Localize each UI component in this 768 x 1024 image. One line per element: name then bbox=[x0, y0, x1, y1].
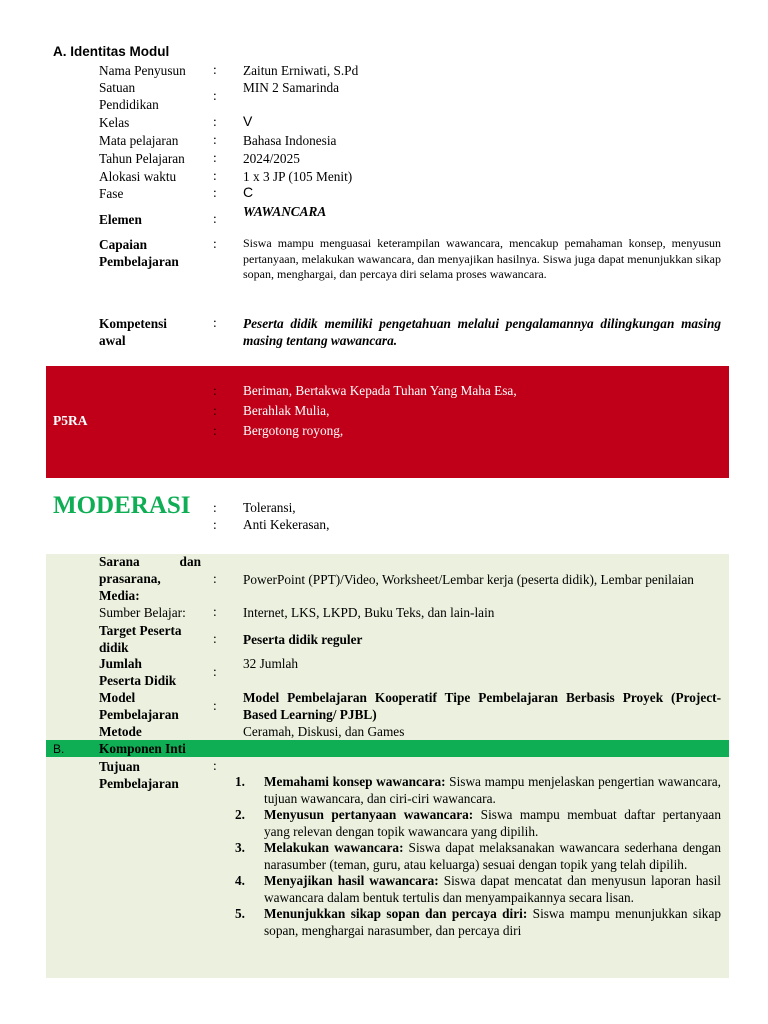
kompetensi-label: Kompetensi bbox=[99, 316, 167, 331]
colon: : bbox=[213, 517, 217, 532]
model-label: Model bbox=[99, 690, 136, 705]
identity-label: Mata pelajaran bbox=[99, 133, 179, 148]
kompetensi-label-cont: awal bbox=[99, 333, 126, 348]
list-item-head: Melakukan wawancara: bbox=[264, 840, 404, 855]
moderasi-label: MODERASI bbox=[53, 492, 191, 519]
colon: : bbox=[213, 383, 217, 398]
section-b-marker: B. bbox=[53, 742, 65, 756]
list-item-head: Menunjukkan sikap sopan dan percaya diri: bbox=[264, 906, 528, 921]
jumlah-label-cont: Peserta Didik bbox=[99, 673, 177, 688]
tujuan-label: Tujuan bbox=[99, 759, 140, 774]
colon: : bbox=[213, 150, 217, 165]
list-item-text: Siswa dapat mencatat dan menyusun laporan hasil wawancara dalam bentuk tertulis dan menyampaikannya secara lisan. bbox=[264, 873, 722, 905]
list-item-head: Memahami konsep wawancara: bbox=[264, 774, 446, 789]
list-item bbox=[235, 873, 722, 906]
p5ra-label: P5RA bbox=[53, 413, 88, 428]
target-value: Peserta didik reguler bbox=[243, 632, 363, 647]
model-value: Model Pembelajaran Kooperatif Tipe Pembelajaran Berbasis Proyek (Project-Based Learning/ PJBL) bbox=[243, 690, 721, 722]
colon: : bbox=[213, 631, 217, 646]
identity-label: Alokasi waktu bbox=[99, 169, 177, 184]
identity-value: MIN 2 Samarinda bbox=[243, 80, 340, 95]
list-item-head: Menyajikan hasil wawancara: bbox=[264, 873, 439, 888]
colon: : bbox=[213, 571, 217, 586]
metode-value: Ceramah, Diskusi, dan Games bbox=[243, 724, 405, 739]
moderasi-item: Anti Kekerasan, bbox=[243, 517, 330, 532]
list-item-text: Siswa mampu menunjukkan sikap sopan, menghargai narasumber, dan percaya diri bbox=[264, 906, 721, 938]
target-label-cont: didik bbox=[99, 640, 129, 655]
colon: : bbox=[213, 758, 217, 773]
identity-label: Tahun Pelajaran bbox=[99, 151, 185, 166]
list-number: 3. bbox=[235, 840, 245, 855]
colon: : bbox=[213, 132, 217, 147]
jumlah-value: 32 Jumlah bbox=[243, 656, 299, 671]
list-number: 2. bbox=[235, 807, 245, 822]
colon: : bbox=[213, 114, 217, 129]
identity-value: Bahasa Indonesia bbox=[243, 133, 337, 148]
list-item-head: Menyusun pertanyaan wawancara: bbox=[264, 807, 474, 822]
identity-value: C bbox=[243, 184, 254, 200]
colon: : bbox=[213, 62, 217, 77]
list-number: 5. bbox=[235, 906, 245, 921]
kompetensi-value: Peserta didik memiliki pengetahuan melalui pengalamannya dilingkungan masing masing tentang wawancara. bbox=[243, 316, 721, 348]
sumber-label: Sumber Belajar: bbox=[99, 605, 186, 620]
colon: : bbox=[213, 185, 217, 200]
jumlah-label: Jumlah bbox=[99, 656, 142, 671]
identity-value: Zaitun Erniwati, S.Pd bbox=[243, 63, 359, 78]
list-number: 4. bbox=[235, 873, 245, 888]
identity-label: Fase bbox=[99, 186, 124, 201]
colon: : bbox=[213, 236, 217, 251]
capaian-label: Capaian bbox=[99, 237, 148, 252]
tujuan-label-cont: Pembelajaran bbox=[99, 776, 179, 791]
metode-label: Metode bbox=[99, 724, 142, 739]
elemen-value: WAWANCARA bbox=[243, 204, 327, 219]
sarana-label: Sarana dan prasarana, Media: bbox=[99, 554, 201, 603]
list-item bbox=[235, 774, 721, 807]
list-number: 1. bbox=[235, 774, 245, 789]
identity-label-cont: Pendidikan bbox=[99, 97, 159, 112]
p5ra-item: Beriman, Bertakwa Kepada Tuhan Yang Maha Esa, bbox=[243, 383, 517, 398]
identity-label: Kelas bbox=[99, 115, 130, 130]
identity-value: 2024/2025 bbox=[243, 151, 300, 166]
identity-label: Nama Penyusun bbox=[99, 63, 186, 78]
capaian-value: Siswa mampu menguasai keterampilan wawancara, mencakup pemahaman konsep, menyusun pertanyaan, melakukan wawancara, dan menyajikan hasilnya. Siswa juga dapat menunjukkan sikap sopan, menghargai, dan percaya diri selama proses wawancara. bbox=[243, 236, 721, 281]
colon: : bbox=[213, 500, 217, 515]
colon: : bbox=[213, 211, 217, 226]
section-a-title: A. Identitas Modul bbox=[53, 44, 170, 59]
identity-value: 1 x 3 JP (105 Menit) bbox=[243, 169, 353, 184]
capaian-label-cont: Pembelajaran bbox=[99, 254, 179, 269]
colon: : bbox=[213, 168, 217, 183]
colon: : bbox=[213, 698, 217, 713]
colon: : bbox=[213, 423, 217, 438]
p5ra-item: Berahlak Mulia, bbox=[243, 403, 330, 418]
tujuan-list bbox=[235, 774, 722, 939]
list-item-text: Siswa mampu membuat daftar pertanyaan yang relevan dengan topik wawancara yang dipilih. bbox=[264, 807, 721, 839]
identity-label: Satuan bbox=[99, 80, 136, 95]
p5ra-item: Bergotong royong, bbox=[243, 423, 344, 438]
list-item bbox=[235, 840, 721, 873]
sarana-value: PowerPoint (PPT)/Video, Worksheet/Lembar kerja (peserta didik), Lembar penilaian bbox=[243, 572, 694, 587]
list-item-text: Siswa mampu menjelaskan pengertian wawancara, tujuan wawancara, dan ciri-ciri wawancara. bbox=[264, 774, 721, 806]
list-item bbox=[235, 906, 721, 939]
elemen-label: Elemen bbox=[99, 212, 142, 227]
colon: : bbox=[213, 403, 217, 418]
colon: : bbox=[213, 604, 217, 619]
colon: : bbox=[213, 315, 217, 330]
section-b-title: Komponen Inti bbox=[99, 741, 186, 756]
list-item bbox=[235, 807, 721, 840]
identity-value: V bbox=[243, 113, 253, 129]
model-label-cont: Pembelajaran bbox=[99, 707, 179, 722]
colon: : bbox=[213, 88, 217, 103]
colon: : bbox=[213, 664, 217, 679]
target-label: Target Peserta bbox=[99, 623, 182, 638]
sumber-value: Internet, LKS, LKPD, Buku Teks, dan lain-lain bbox=[243, 605, 495, 620]
list-item-text: Siswa dapat melaksanakan wawancara sederhana dengan narasumber (teman, guru, atau keluarga) sesuai dengan topik yang telah dipilih. bbox=[264, 840, 721, 872]
moderasi-item: Toleransi, bbox=[243, 500, 296, 515]
